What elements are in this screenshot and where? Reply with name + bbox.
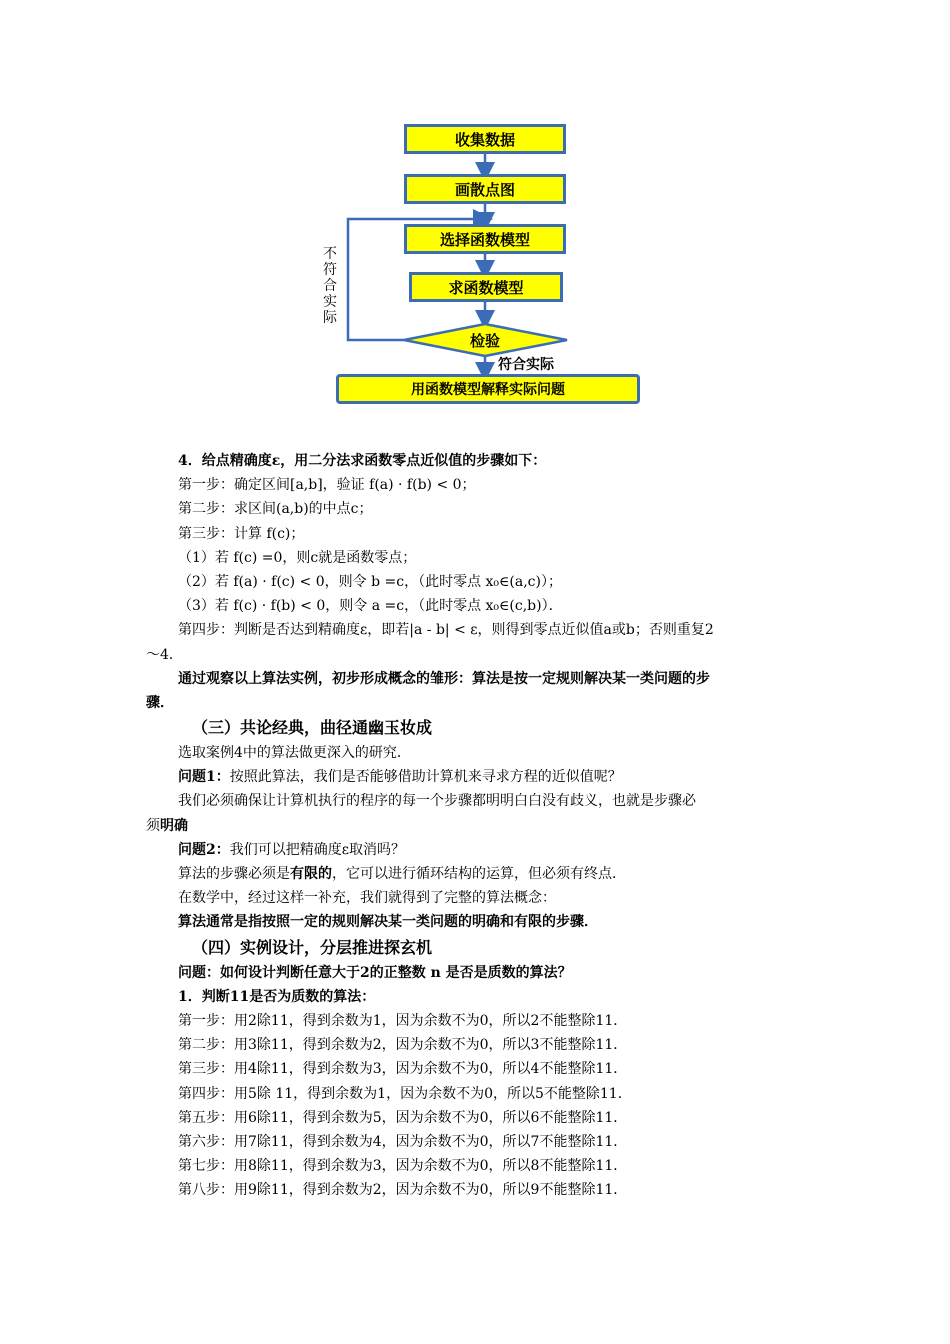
paragraph-clarity: 我们必须确保让计算机执行的程序的每一个步骤都明明白白没有歧义，也就是步骤必: [178, 793, 696, 810]
question-2-text: 我们可以把精确度ε取消吗？: [229, 841, 406, 858]
prime-step: 第二步：用3除11，得到余数为2，因为余数不为0，所以3不能整除11．: [178, 1037, 628, 1054]
step-3-case-1: （1）若 f(c) =0，则c就是函数零点；: [178, 549, 417, 566]
step-3-case-2: （2）若 f(a) · f(c) < 0，则令 b =c，（此时零点 x₀∈(a,c)）；: [178, 573, 562, 590]
prime-step: 第五步：用6除11，得到余数为5，因为余数不为0，所以6不能整除11．: [178, 1109, 628, 1126]
flow-box-scatter: 画散点图: [404, 174, 566, 204]
flow-box-choose-model: 选择函数模型: [404, 224, 566, 254]
flow-loop-label: 不符合实际: [323, 246, 337, 326]
prime-question: 问题：如何设计判断任意大于2的正整数 n 是否是质数的算法？: [178, 964, 572, 981]
step-4: 第四步：判断是否达到精确度ε，即若|a - b| < ε，则得到零点近似值a或b；否则重复2: [178, 622, 714, 639]
finite-keyword: 有限的: [290, 866, 332, 882]
finite-suffix: ，它可以进行循环结构的运算，但必须有终点．: [332, 866, 626, 882]
prime-step: 第三步：用4除11，得到余数为3，因为余数不为0，所以4不能整除11．: [178, 1061, 628, 1078]
prime-step: 第一步：用2除11，得到余数为1，因为余数不为0，所以2不能整除11．: [178, 1012, 628, 1029]
question-1-text: 按照此算法，我们是否能够借助计算机来寻求方程的近似值呢？: [229, 769, 622, 786]
prime-11-heading: 1．判断11是否为质数的算法：: [178, 988, 376, 1005]
flow-yes-label: 符合实际: [498, 357, 554, 373]
document-body: [146, 449, 816, 1202]
question-1-label: 问题1：: [178, 769, 230, 786]
clarity-keyword: 明确: [160, 817, 188, 834]
flowchart-connectors: [320, 118, 650, 418]
flow-box-explain: 用函数模型解释实际问题: [336, 374, 640, 404]
flow-box-solve-model: 求函数模型: [409, 272, 563, 302]
step-1: 第一步：确定区间[a,b]，验证 f(a) · f(b) < 0；: [178, 477, 476, 494]
paragraph-case-study: 选取案例4中的算法做更深入的研究．: [178, 745, 411, 762]
concept-summary-continued: 骤．: [146, 694, 174, 711]
step-3-case-3: （3）若 f(c) · f(b) < 0，则令 a =c，（此时零点 x₀∈(c,b)）．: [178, 598, 563, 615]
bisection-heading: 4．给点精确度ε，用二分法求函数零点近似值的步骤如下：: [178, 453, 547, 469]
question-2: [146, 838, 816, 862]
finite-prefix: 算法的步骤必须是: [178, 866, 290, 882]
prime-step: 第八步：用9除11，得到余数为2，因为余数不为0，所以9不能整除11．: [178, 1182, 628, 1199]
flow-diamond-label: 检验: [469, 331, 500, 350]
step-4-continued: ～4．: [146, 646, 183, 663]
paragraph-finite: [146, 862, 816, 886]
question-2-label: 问题2：: [178, 841, 230, 858]
prime-step: 第七步：用8除11，得到余数为3，因为余数不为0，所以8不能整除11．: [178, 1158, 628, 1175]
clarity-prefix: 须: [146, 817, 160, 834]
prime-step: 第四步：用5除 11，得到余数为1，因为余数不为0，所以5不能整除11．: [178, 1085, 632, 1102]
step-3: 第三步：计算 f(c)；: [178, 525, 305, 542]
step-2: 第二步：求区间(a,b)的中点c；: [178, 501, 373, 518]
section-heading-4: （四）实例设计，分层推进探玄机: [192, 937, 433, 957]
paragraph-clarity-continued: [146, 814, 816, 838]
algorithm-definition: 算法通常是指按照一定的规则解决某一类问题的明确和有限的步骤．: [178, 914, 598, 931]
concept-summary: 通过观察以上算法实例，初步形成概念的雏形：算法是按一定规则解决某一类问题的步: [178, 670, 710, 687]
flow-box-collect: 收集数据: [404, 124, 566, 154]
section-heading-3: （三）共论经典，曲径通幽玉妆成: [192, 718, 433, 738]
paragraph-supplement: 在数学中，经过这样一补充，我们就得到了完整的算法概念：: [178, 890, 556, 907]
question-1: [146, 765, 816, 789]
prime-step: 第六步：用7除11，得到余数为4，因为余数不为0，所以7不能整除11．: [178, 1133, 628, 1150]
flowchart: [320, 118, 650, 418]
